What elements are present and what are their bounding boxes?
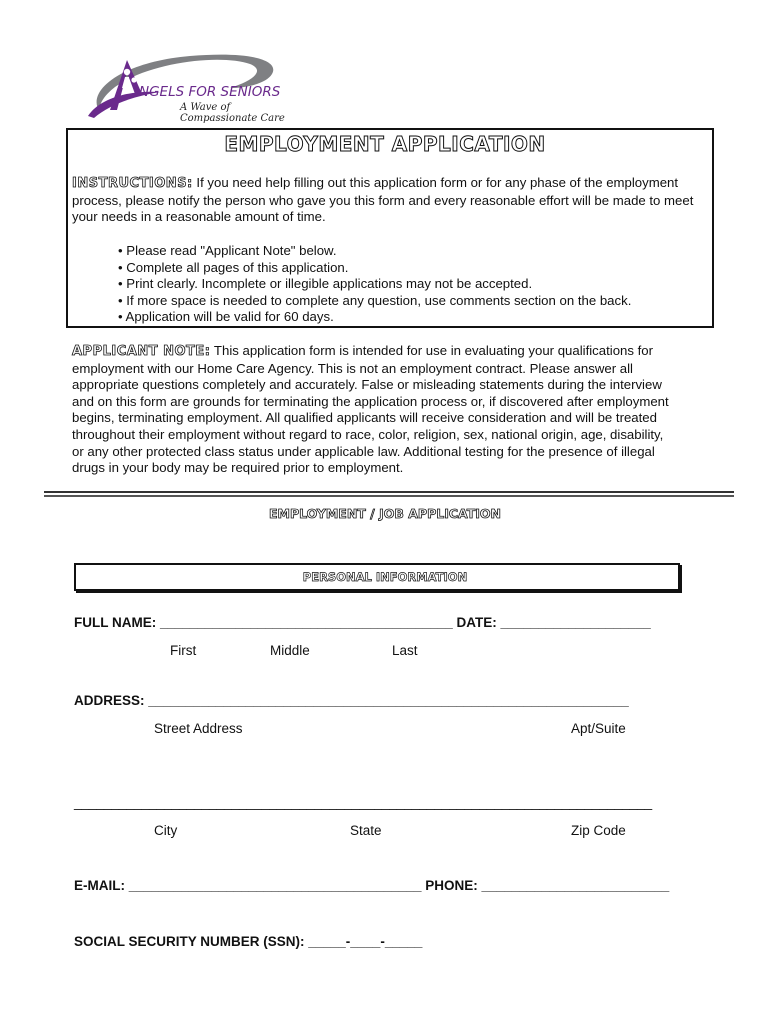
company-logo <box>80 52 310 124</box>
list-item: • Application will be valid for 60 days. <box>118 309 334 325</box>
logo-brand-name: NGELS FOR SENIORS <box>139 84 281 100</box>
list-item: • Complete all pages of this application. <box>118 259 349 275</box>
full-name-field[interactable]: FULL NAME: _______________________________________ DATE: ____________________ <box>74 615 651 630</box>
instructions-label: INSTRUCTIONS: <box>72 176 193 191</box>
form-title: EMPLOYMENT APPLICATION <box>224 132 546 156</box>
personal-info-heading: PERSONAL INFORMATION <box>302 570 468 584</box>
logo-tagline: A Wave of Compassionate Care <box>180 102 285 124</box>
divider-line <box>44 495 734 497</box>
zip-code-label: Zip Code <box>571 823 626 838</box>
applicant-note-text: This application form is intended for use in evaluating your qualifications for employment with our Home Care Agency. This is not an employment contract. Please answer all appropriate questions completely and accurately. False or misleading statements during the interview and on this form are grounds for terminating the application process or, if discovered after employment begins, terminating employment. All qualified applicants will receive consideration and will be treated throughout their employment without regard to race, color, religion, sex, national origin, age, disability, or any other protected class status under applicable law. Additional testing for the presence of illegal drugs in your body may be required prior to employment. <box>72 343 669 476</box>
state-label: State <box>350 823 382 838</box>
instructions-text: If you need help filling out this application form or for any phase of the employment process, please notify the person who gave you this form and every reasonable effort will be made to meet your needs in a reasonable amount of time. <box>72 175 694 225</box>
first-name-label: First <box>170 643 197 658</box>
city-label: City <box>154 823 178 838</box>
last-name-label: Last <box>392 643 418 658</box>
middle-name-label: Middle <box>270 643 310 658</box>
ssn-field[interactable]: SOCIAL SECURITY NUMBER (SSN): _____-____-_____ <box>74 934 423 949</box>
divider-line <box>44 491 734 493</box>
list-item: • Please read "Applicant Note" below. <box>118 243 337 258</box>
address-line-2-field[interactable]: _____________________________________________________________________________ <box>74 795 653 810</box>
list-item: • If more space is needed to complete any question, use comments section on the back. <box>118 292 632 308</box>
applicant-note-paragraph <box>72 343 672 477</box>
instructions-list <box>118 243 708 326</box>
address-field[interactable]: ADDRESS: ________________________________________________________________ <box>74 693 629 708</box>
apt-suite-label: Apt/Suite <box>571 721 626 736</box>
section-divider <box>44 491 734 498</box>
instructions-paragraph <box>72 175 712 226</box>
job-application-heading: EMPLOYMENT / JOB APPLICATION <box>268 506 502 521</box>
street-address-label: Street Address <box>154 721 243 736</box>
list-item: • Print clearly. Incomplete or illegible applications may not be accepted. <box>118 276 533 292</box>
applicant-note-label: APPLICANT NOTE: <box>72 344 211 359</box>
email-phone-field[interactable]: E-MAIL: _______________________________________ PHONE: _________________________ <box>74 878 670 893</box>
